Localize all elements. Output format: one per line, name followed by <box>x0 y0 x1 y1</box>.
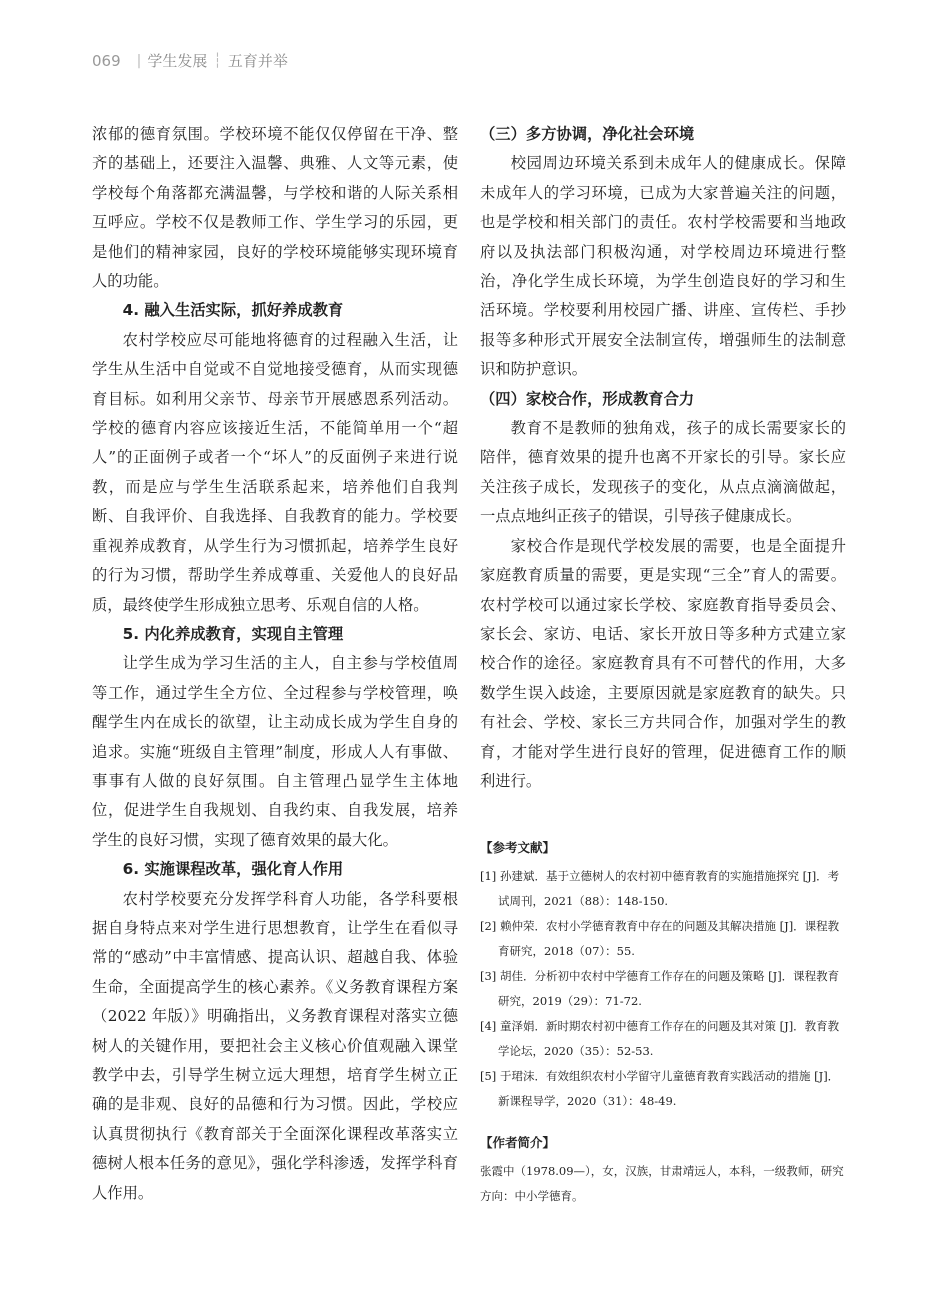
section-heading: 5. 内化养成教育，实现自主管理 <box>122 624 344 643</box>
author-bio-text: 张霞中（1978.09—），女，汉族，甘肃靖远人，本科，一级教师，研究方向：中小学德育。 <box>480 1164 844 1203</box>
section-heading: 6. 实施课程改革，强化育人作用 <box>122 860 344 879</box>
paragraph: 教育不是教师的独角戏，孩子的成长需要家长的陪伴，德育效果的提升也离不开家长的引导。家长应关注孩子成长，发现孩子的变化，从点点滴滴做起，一点点地纠正孩子的错误，引导孩子健康成长。 <box>480 419 846 526</box>
header-divider-dotted: ┆ <box>213 52 222 69</box>
header-subsection: 五育并举 <box>227 52 288 70</box>
reference-item: [1] 孙建斌．基于立德树人的农村初中德育教育的实施措施探究 [J]．考试周刊，2021（88）：148-150. <box>480 869 840 908</box>
author-bio <box>480 1133 850 1209</box>
reference-item: [2] 赖仲荣．农村小学德育教育中存在的问题及其解决措施 [J]．课程教育研究，2018（07）：55. <box>480 919 840 958</box>
paragraph: 农村学校应尽可能地将德育的过程融入生活，让学生从生活中自觉或不自觉地接受德育，从而实现德育目标。如利用父亲节、母亲节开展感恩系列活动。学校的德育内容应该接近生活，不能简单用一个“超人”的正面例子或者一个“坏人”的反面例子来进行说教，而是应与学生生活联系起来，培养他们自我判断、自我评价、自我选择、自我教育的能力。学校要重视养成教育，从学生行为习惯抓起，培养学生良好的行为习惯，帮助学生养成尊重、关爱他人的良好品质，最终使学生形成独立思考、乐观自信的人格。 <box>92 330 458 614</box>
reference-item: [3] 胡佳．分析初中农村中学德育工作存在的问题及策略 [J]．课程教育研究，2019（29）：71-72. <box>480 969 840 1008</box>
header-section: 学生发展 <box>147 52 208 70</box>
paragraph: 农村学校要充分发挥学科育人功能，各学科要根据自身特点来对学生进行思想教育，让学生在看似寻常的“感动”中丰富情感、提高认识、超越自我、体验生命，全面提高学生的核心素养。《义务教育课程方案（2022 年版）》明确指出，义务教育课程对落实立德树人的关键作用，要把社会主义核心价值观融入课堂教学中去，引导学生树立远大理想，培育学生树立正确的是非观、良好的品德和行为习惯。因此，学校应认真贯彻执行《教育部关于全面深化课程改革落实立德树人根本任务的意见》，强化学科渗透，发挥学科育人作用。 <box>92 889 458 1202</box>
section-heading: （四）家校合作，形成教育合力 <box>480 389 695 408</box>
author-bio-title: 【作者简介】 <box>480 1135 556 1150</box>
page-number: 069 <box>92 51 121 70</box>
section-heading: （三）多方协调，净化社会环境 <box>480 125 695 143</box>
running-header <box>92 50 288 71</box>
section-heading: 4. 融入生活实际，抓好养成教育 <box>122 301 344 320</box>
reference-item: [5] 于珺沫．有效组织农村小学留守儿童德育教育实践活动的措施 [J]．新课程导学，2020（31）：48-49. <box>480 1069 840 1108</box>
header-divider: | <box>136 52 142 69</box>
paragraph: 家校合作是现代学校发展的需要，也是全面提升家庭教育质量的需要，更是实现“三全”育人的需要。农村学校可以通过家长学校、家庭教育指导委员会、家长会、家访、电话、家长开放日等多种方式建立家校合作的途径。家庭教育具有不可替代的作用，大多数学生误入歧途，主要原因就是家庭教育的缺失。只有社会、学校、家长三方共同合作，加强对学生的教育，才能对学生进行良好的管理，促进德育工作的顺利进行。 <box>480 536 846 790</box>
references-title: 【参考文献】 <box>480 840 556 855</box>
reference-item: [4] 童泽娟．新时期农村初中德育工作存在的问题及其对策 [J]．教育教学论坛，2020（35）：52-53. <box>480 1019 840 1058</box>
right-column <box>480 120 846 796</box>
references <box>480 838 850 1114</box>
paragraph: 让学生成为学习生活的主人，自主参与学校值周等工作，通过学生全方位、全过程参与学校管理，唤醒学生内在成长的欲望，让主动成长成为学生自身的追求。实施“班级自主管理”制度，形成人人有事做、事事有人做的良好氛围。自主管理凸显学生主体地位，促进学生自我规划、自我约束、自我发展，培养学生的良好习惯，实现了德育效果的最大化。 <box>92 654 458 849</box>
paragraph: 浓郁的德育氛围。学校环境不能仅仅停留在干净、整齐的基础上，还要注入温馨、典雅、人文等元素，使学校每个角落都充满温馨，与学校和谐的人际关系相互呼应。学校不仅是教师工作、学生学习的乐园，更是他们的精神家园，良好的学校环境能够实现环境育人的功能。 <box>92 125 458 291</box>
paragraph: 校园周边环境关系到未成年人的健康成长。保障未成年人的学习环境，已成为大家普遍关注的问题，也是学校和相关部门的责任。农村学校需要和当地政府以及执法部门积极沟通，对学校周边环境进行整治，净化学生成长环境，为学生创造良好的学习和生活环境。学校要利用校园广播、讲座、宣传栏、手抄报等多种形式开展安全法制宣传，增强师生的法制意识和防护意识。 <box>480 154 846 379</box>
left-column <box>92 120 458 1208</box>
